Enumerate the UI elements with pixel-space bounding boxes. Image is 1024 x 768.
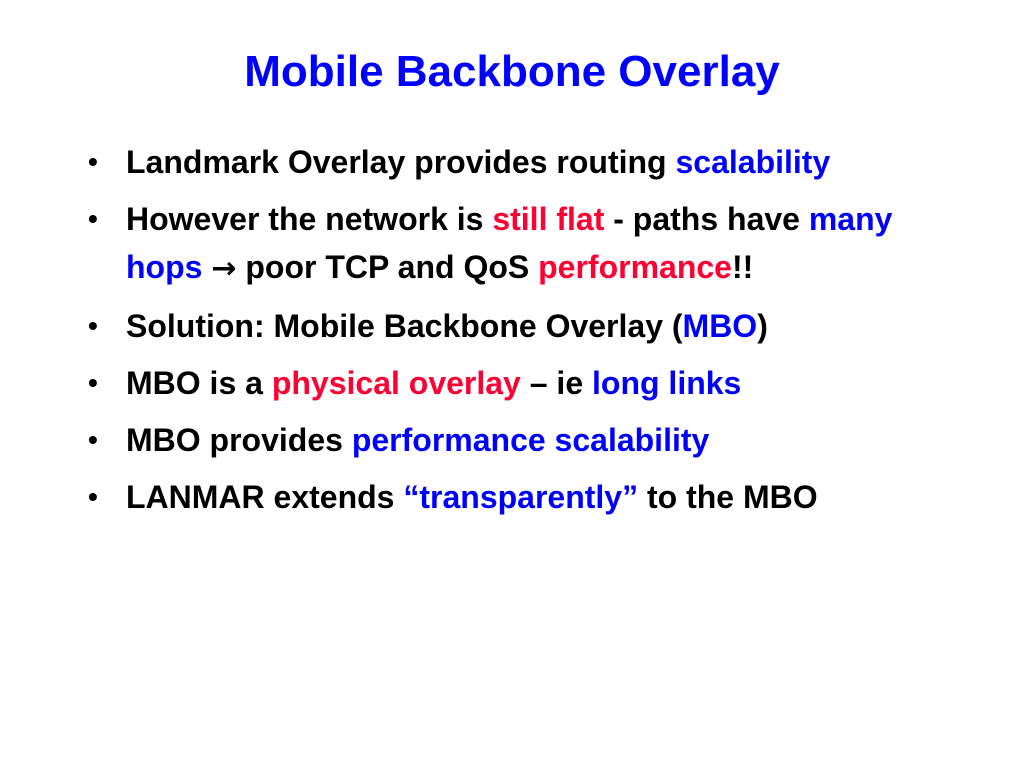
highlight-text: performance scalability xyxy=(351,422,710,458)
bullet-text: poor TCP and QoS xyxy=(236,249,539,285)
right-arrow-icon: → xyxy=(211,251,237,286)
bullet-dot-icon: • xyxy=(88,146,98,177)
bullet-text: MBO provides xyxy=(126,422,352,458)
highlight-text: still flat xyxy=(492,201,605,237)
bullet-text: !! xyxy=(731,249,754,285)
bullet-list xyxy=(88,138,968,530)
bullet-item xyxy=(88,416,968,464)
highlight-text: “transparently” xyxy=(403,479,639,515)
bullet-item xyxy=(88,359,968,407)
bullet-item xyxy=(88,195,968,293)
highlight-text: physical overlay xyxy=(271,365,521,401)
highlight-text: scalability xyxy=(675,144,831,180)
highlight-text: long links xyxy=(592,365,742,401)
highlight-text: MBO xyxy=(682,308,758,344)
bullet-text: Landmark Overlay provides routing xyxy=(126,144,676,180)
highlight-text: performance xyxy=(538,249,732,285)
bullet-text: ) xyxy=(757,308,768,344)
bullet-dot-icon: • xyxy=(88,203,98,234)
bullet-item xyxy=(88,138,968,186)
bullet-text: to the MBO xyxy=(638,479,818,515)
bullet-dot-icon: • xyxy=(88,424,98,455)
bullet-dot-icon: • xyxy=(88,310,98,341)
bullet-text: - paths have xyxy=(604,201,809,237)
slide-title: Mobile Backbone Overlay xyxy=(244,47,780,96)
bullet-text: However the network is xyxy=(126,201,493,237)
bullet-text: MBO is a xyxy=(126,365,272,401)
bullet-dot-icon: • xyxy=(88,367,98,398)
bullet-item xyxy=(88,302,968,350)
bullet-dot-icon: • xyxy=(88,481,98,512)
bullet-item xyxy=(88,473,968,521)
highlight-text: many hops xyxy=(126,201,893,285)
bullet-text: LANMAR extends xyxy=(126,479,404,515)
bullet-text: Solution: Mobile Backbone Overlay ( xyxy=(126,308,683,344)
bullet-text: – ie xyxy=(520,365,592,401)
